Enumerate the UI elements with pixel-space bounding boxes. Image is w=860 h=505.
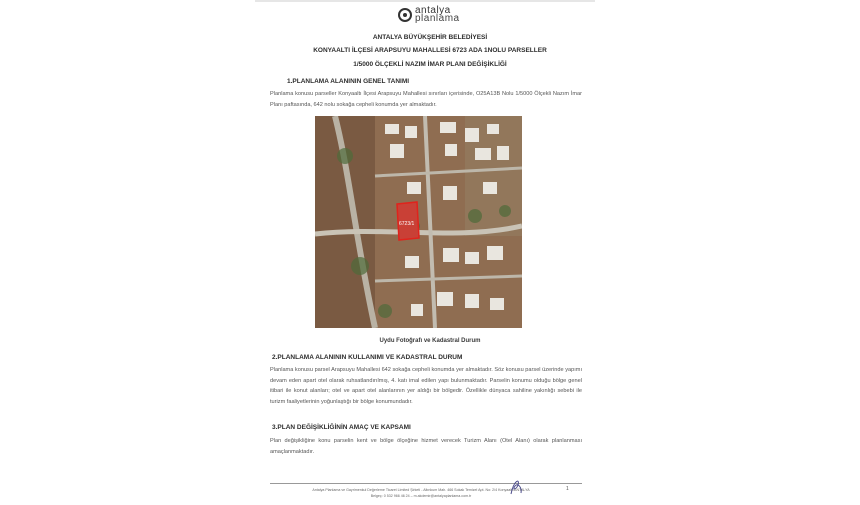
company-logo bbox=[398, 4, 478, 26]
section-3-text: Plan değişikliğine konu parselin kent ve bölge ölçeğine hizmet verecek Turizm Alanı (Otel Alanı) olarak planlanması amaçlanmaktadır. bbox=[270, 438, 582, 455]
section-1-heading: 1.PLANLAMA ALANININ GENEL TANIMI bbox=[287, 78, 410, 85]
footer-line-2: Belgeç: 0 532 966 46 24 – m.akdemir@antalyaplanlama.com.tr bbox=[370, 494, 472, 498]
aerial-map-graphic bbox=[315, 116, 522, 328]
logo-text-top: antalya bbox=[415, 5, 451, 16]
figure-caption: Uydu Fotoğrafı ve Kadastral Durum bbox=[379, 338, 481, 344]
logo-circle-icon bbox=[398, 8, 412, 22]
parcel-label: 6723/1 bbox=[399, 221, 415, 227]
parcel-title: KONYAALTI İLÇESİ ARAPSUYU MAHALLESİ 6723 ADA 1NOLU PARSELLER bbox=[313, 47, 547, 54]
scan-edge-line bbox=[255, 0, 595, 2]
section-1-text: Planlama konusu parseller Konyaaltı İlçesi Arapsuyu Mahallesi sınırları içerisinde, O25A13B Nolu 1/5000 Ölçekli Nazım İmar Planı paftasında, 642 nolu sokağa cepheli konumda yer almaktadır. bbox=[270, 91, 582, 108]
logo-wordmark bbox=[415, 7, 460, 23]
section-3-heading: 3.PLAN DEĞİŞİKLİĞİNİN AMAÇ VE KAPSAMI bbox=[272, 424, 411, 431]
section-2-heading: 2.PLANLAMA ALANININ KULLANIMI VE KADASTRAL DURUM bbox=[272, 354, 463, 361]
section-2-text: Planlama konusu parsel Arapsuyu Mahallesi 642 sokağa cepheli konumda yer almaktadır. Söz konusu parsel üzerinde yapımı devam eden apart otel olarak ruhsatlandırılmış, 4. katı imal edilen yapı bulunmaktadır. Parselin konumu olduğu bölge genel itibari ile konut alanları; otel ve apart otel alanlarının yer aldığı bir bölgedir. Özellikle dünyaca sahiline yakınlığı sebebi ile turizm faaliyetlerinin yoğunlaştığı bir bölge konumundadır. bbox=[270, 367, 582, 405]
footer-line-1: Antalya Planlama ve Gayrimenkul Değerleme Ticaret Limited Şirketi - Altınkum Mah. 466 Sokak Temizel Apt. No: 2/4 Konyaaltı/ANTALYA bbox=[312, 488, 530, 492]
logo-text-bottom: planlama bbox=[415, 13, 460, 24]
satellite-photo bbox=[315, 116, 522, 328]
municipality-title: ANTALYA BÜYÜKŞEHİR BELEDİYESİ bbox=[372, 34, 488, 41]
signature-icon bbox=[508, 476, 524, 496]
page-number: 1 bbox=[566, 486, 569, 492]
plan-title: 1/5000 ÖLÇEKLİ NAZIM İMAR PLANI DEĞİŞİKLİĞİ bbox=[353, 61, 507, 68]
footer-divider bbox=[270, 483, 582, 484]
